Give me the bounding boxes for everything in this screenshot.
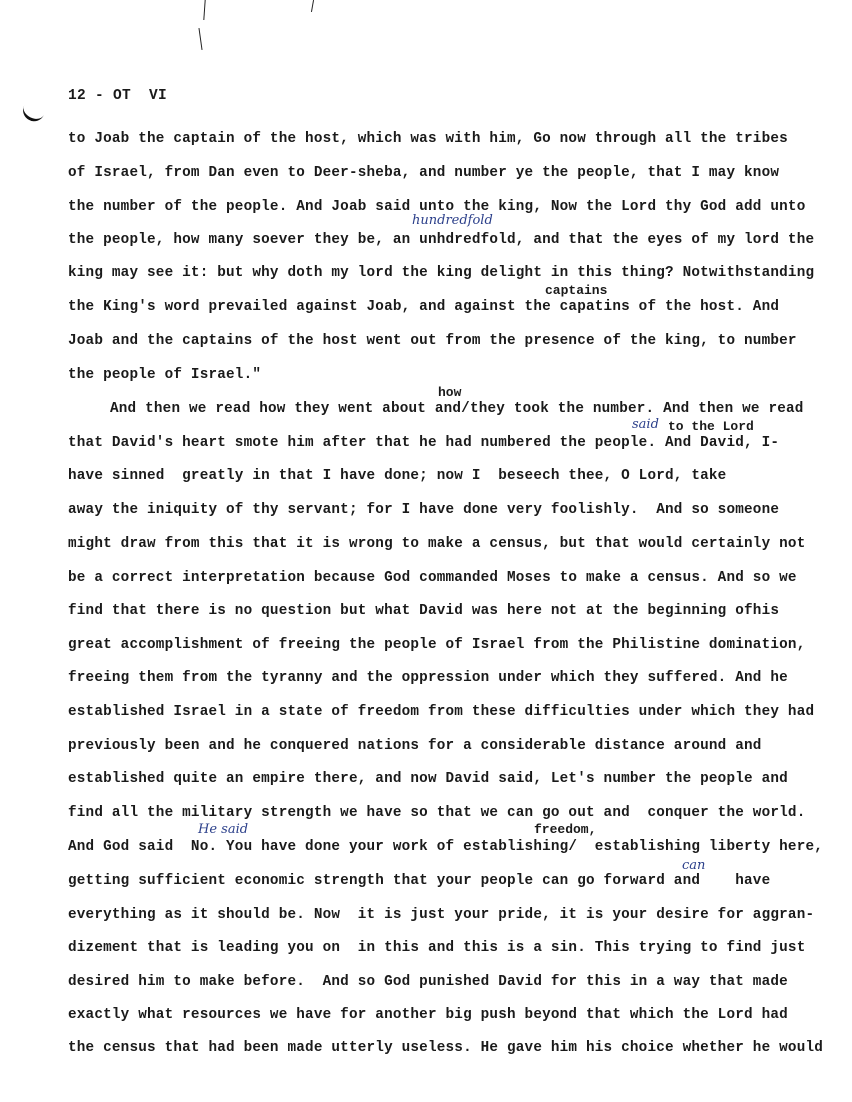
text-line: getting sufficient economic strength that your people can go forward and have — [68, 873, 771, 889]
text-line: king may see it: but why doth my lord the king delight in this thing? Notwithstanding — [68, 265, 815, 281]
text-line: away the iniquity of thy servant; for I have done very foolishly. And so someone — [68, 502, 780, 518]
text-line: freeing them from the tyranny and the oppression under which they suffered. And he — [68, 670, 788, 686]
handwritten-insertion-can: can — [682, 858, 706, 873]
typed-insertion-captains: captains — [545, 283, 608, 298]
text-line: desired him to make before. And so God punished David for this in a way that made — [68, 974, 788, 990]
text-line: the number of the people. And Joab said unto the king, Now the Lord thy God add unto — [68, 199, 806, 215]
handwritten-insertion-hundredfold: hundredfold — [412, 213, 493, 228]
text-line: the people, how many soever they be, an unhdredfold, and that the eyes of my lord the — [68, 232, 815, 248]
text-line: exactly what resources we have for another big push beyond that which the Lord had — [68, 1007, 788, 1023]
handwritten-insertion-he-said: He said — [198, 822, 249, 837]
binder-hole-mark — [19, 100, 46, 125]
text-line: be a correct interpretation because God commanded Moses to make a census. And so we — [68, 570, 797, 586]
text-line: established quite an empire there, and now David said, Let's number the people and — [68, 771, 788, 787]
text-line: dizement that is leading you on in this and this is a sin. This trying to find just — [68, 940, 806, 956]
pen-stroke-mark — [203, 0, 205, 20]
text-line: find that there is no question but what David was here not at the beginning ofhis — [68, 603, 780, 619]
text-line: Joab and the captains of the host went out from the presence of the king, to number — [68, 333, 797, 349]
text-line: everything as it should be. Now it is just your pride, it is your desire for aggran- — [68, 907, 815, 923]
typed-insertion-how: how — [438, 385, 462, 400]
text-line: find all the military strength we have so that we can go out and conquer the world. — [68, 805, 806, 821]
text-line: to Joab the captain of the host, which was with him, Go now through all the tribes — [68, 131, 788, 147]
text-line: And then we read how they went about and/they took the number. And then we read — [110, 401, 804, 417]
text-line: And God said No. You have done your work of establishing/ establishing liberty here, — [68, 839, 824, 855]
text-line: might draw from this that it is wrong to make a census, but that would certainly not — [68, 536, 806, 552]
text-line: previously been and he conquered nations for a considerable distance around and — [68, 738, 762, 754]
typed-insertion-to-the-lord: to the Lord — [668, 419, 754, 434]
typed-insertion-freedom: freedom, — [534, 822, 597, 837]
text-line: established Israel in a state of freedom from these difficulties under which they had — [68, 704, 815, 720]
pen-stroke-mark — [198, 28, 202, 50]
text-line: great accomplishment of freeing the people of Israel from the Philistine domination, — [68, 637, 806, 653]
handwritten-insertion-said: said — [632, 417, 659, 432]
text-line: the King's word prevailed against Joab, and against the capatins of the host. And — [68, 299, 780, 315]
text-line: of Israel, from Dan even to Deer-sheba, and number ye the people, that I may know — [68, 165, 780, 181]
text-line: the census that had been made utterly useless. He gave him his choice whether he would — [68, 1040, 824, 1056]
pen-stroke-mark — [311, 0, 314, 12]
text-line: that David's heart smote him after that he had numbered the people. And David, I- — [68, 435, 780, 451]
text-line: the people of Israel." — [68, 367, 262, 383]
page-header: 12 - OT VI — [68, 88, 168, 104]
text-line: have sinned greatly in that I have done; now I beseech thee, O Lord, take — [68, 468, 727, 484]
